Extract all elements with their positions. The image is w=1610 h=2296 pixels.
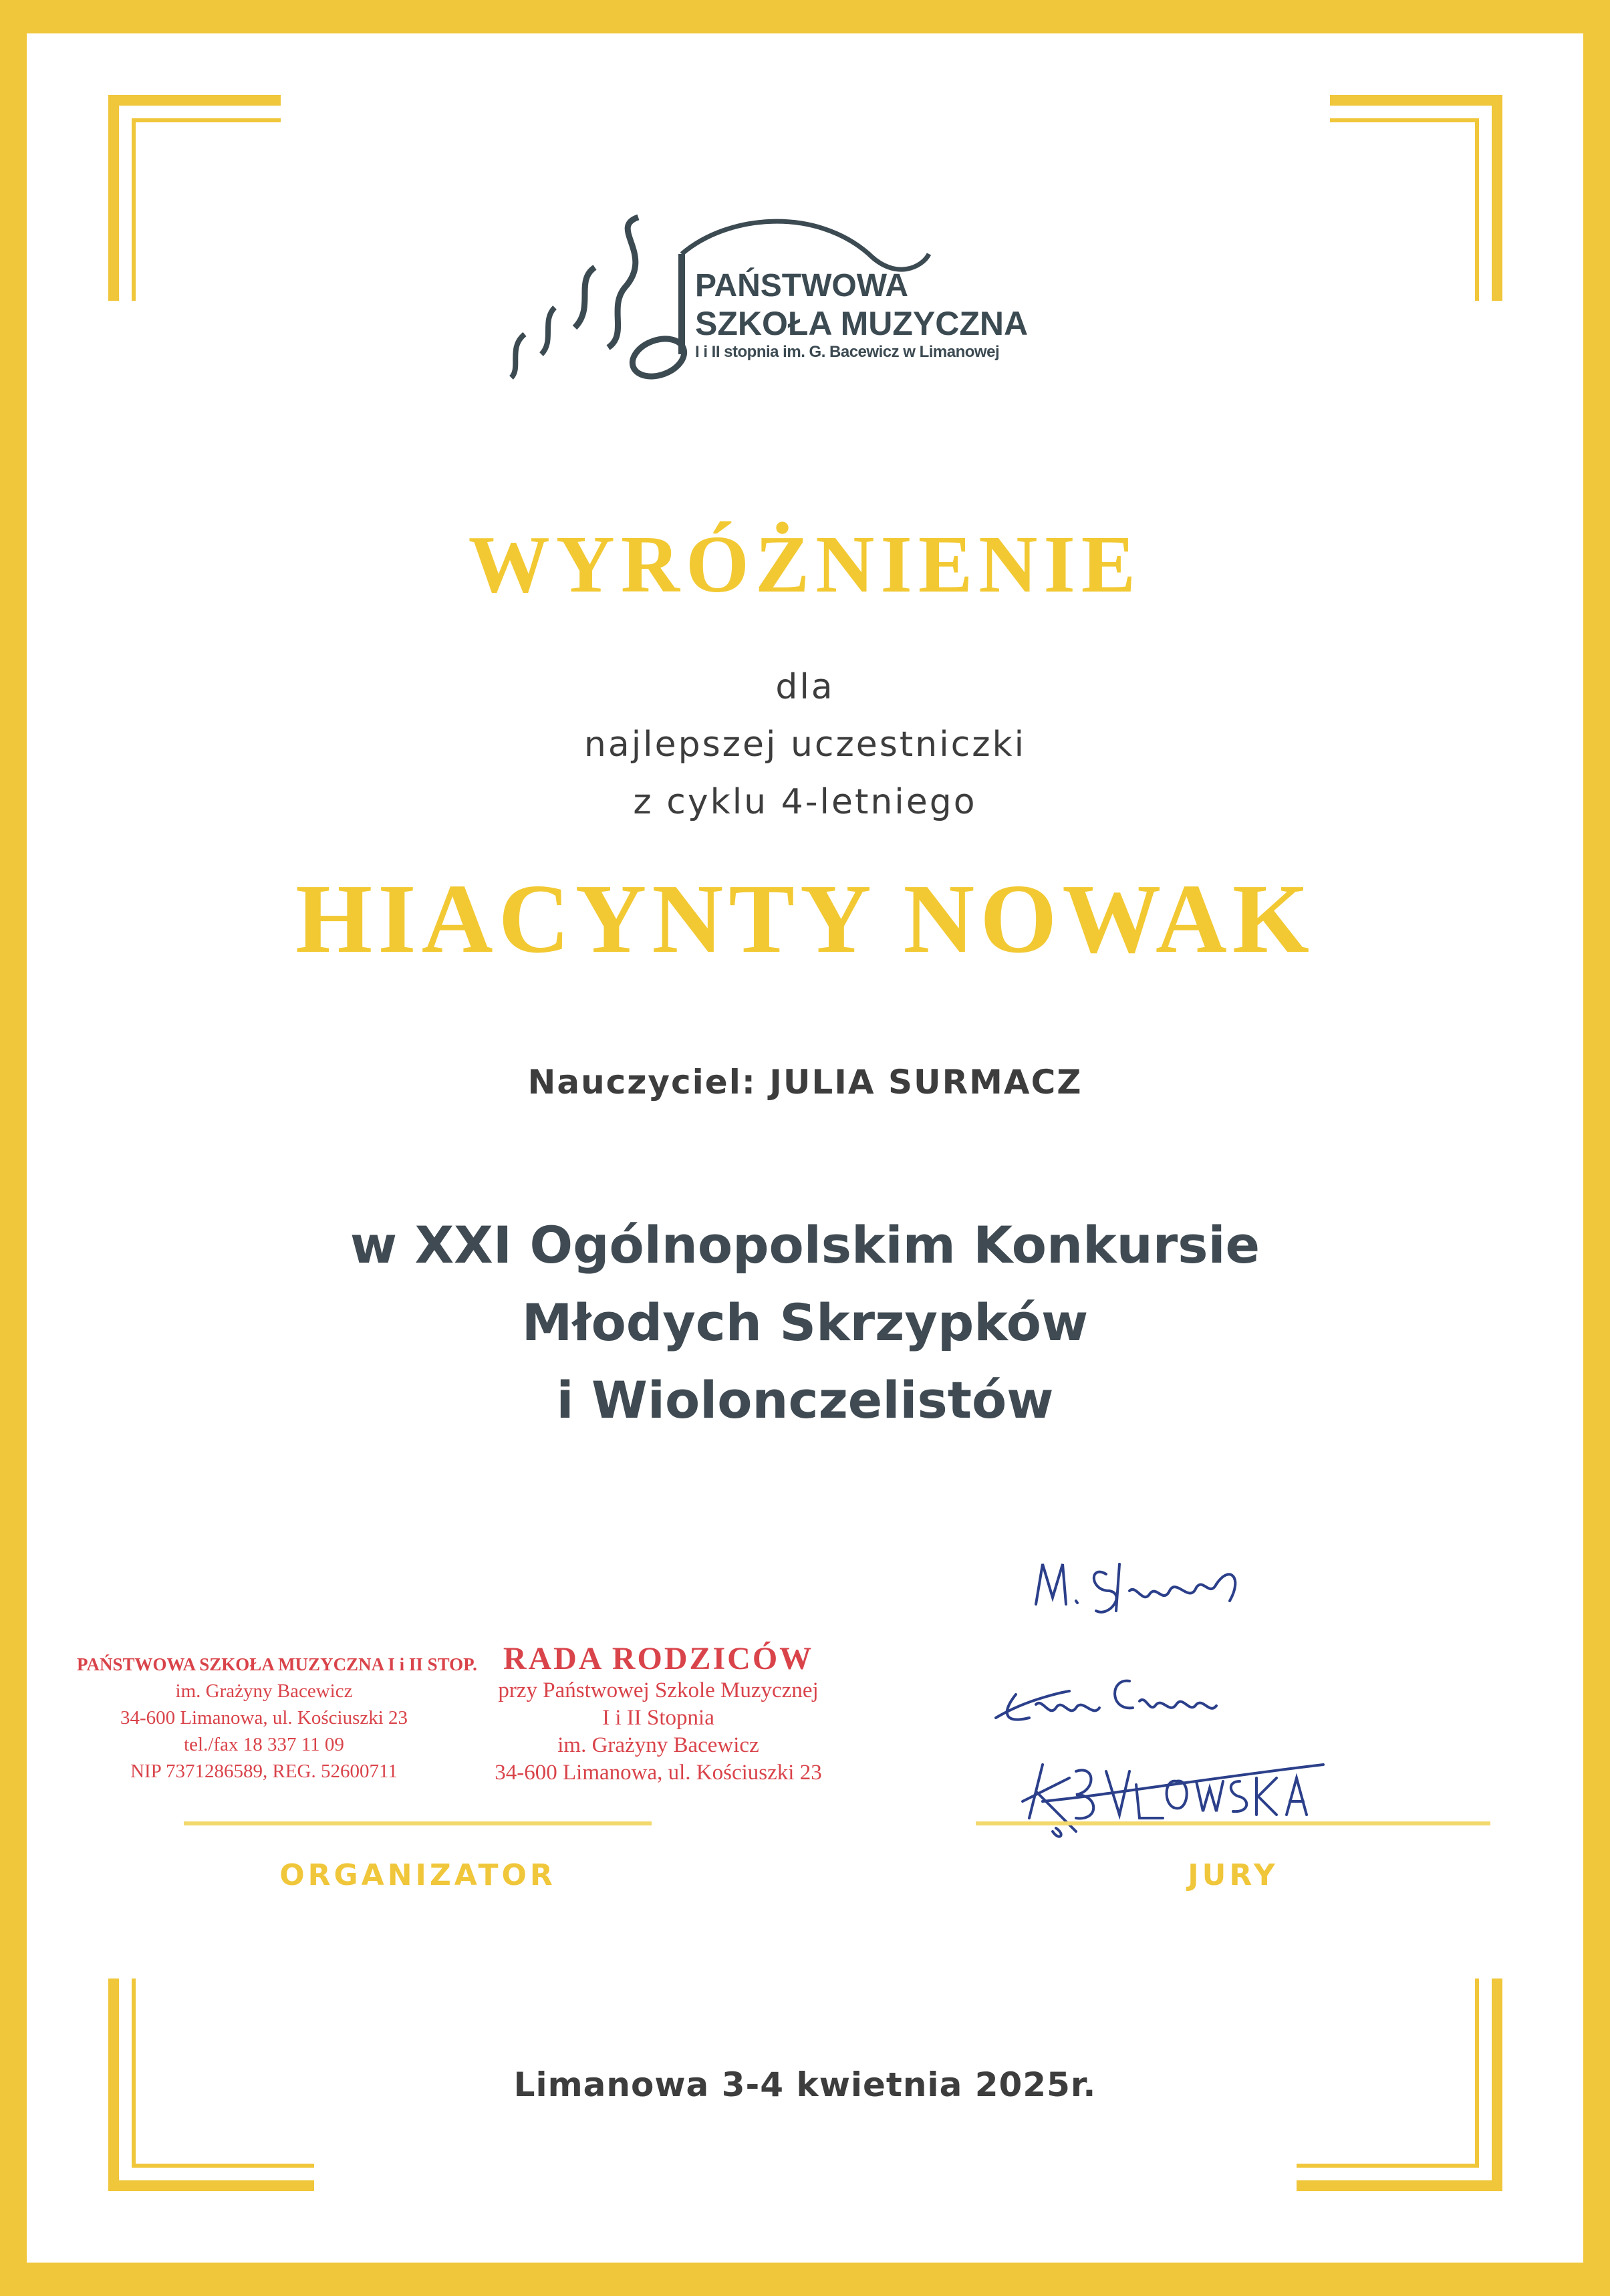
organizer-signature-line [184,1821,652,1825]
school-stamp-line-2: im. Grażyny Bacewicz [175,1680,353,1702]
logo-line-1: PAŃSTWOWA [695,268,909,303]
certificate-title: WYRÓŻNIENIE [468,519,1142,610]
corner-ornament-top-right [1323,94,1504,307]
contest-line-3: i Wiolonczelistów [556,1370,1054,1430]
school-stamp-line-4: tel./fax 18 337 11 09 [184,1734,344,1755]
contest-line-1: w XXI Ogólnopolskim Konkursie [350,1215,1260,1275]
school-stamp-line-3: 34-600 Limanowa, ul. Kościuszki 23 [120,1707,408,1729]
parents-stamp-line-5: 34-600 Limanowa, ul. Kościuszki 23 [495,1761,822,1785]
school-logo-text [695,267,1028,362]
recipient-name: HIACYNTY NOWAK [295,864,1315,974]
contest-line-2: Młodych Skrzypków [521,1293,1089,1352]
contest-name [0,1206,1610,1439]
dedication-line-3: z cyklu 4-letniego [633,782,977,822]
school-stamp-line-1: PAŃSTWOWA SZKOŁA MUZYCZNA I i II STOP. [77,1654,477,1674]
organizer-label: ORGANIZATOR [279,1858,556,1892]
jury-signatures [976,1537,1350,1845]
school-stamp-line-5: NIP 7371286589, REG. 52600711 [130,1761,398,1782]
parents-stamp-line-1: RADA RODZICÓW [503,1641,814,1676]
parents-stamp-line-3: I i II Stopnia [602,1706,714,1730]
parents-council-stamp [461,1641,855,1787]
date-location: Limanowa 3-4 kwietnia 2025r. [513,2065,1097,2104]
school-stamp [77,1651,477,1785]
parents-stamp-line-4: im. Grażyny Bacewicz [557,1733,759,1757]
parents-stamp-line-2: przy Państwowej Szkole Muzycznej [498,1678,819,1702]
corner-ornament-top-left [107,94,287,307]
jury-signature-line [976,1821,1490,1825]
dedication-line-2: najlepszej uczestniczki [583,725,1027,765]
jury-label: JURY [1188,1858,1279,1892]
teacher-name: Nauczyciel: JULIA SURMACZ [527,1063,1083,1102]
dedication-line-1: dla [775,667,835,707]
logo-line-2: SZKOŁA MUZYCZNA [695,305,1029,342]
logo-line-3: I i II stopnia im. G. Bacewicz w Limanowej [695,343,1000,361]
